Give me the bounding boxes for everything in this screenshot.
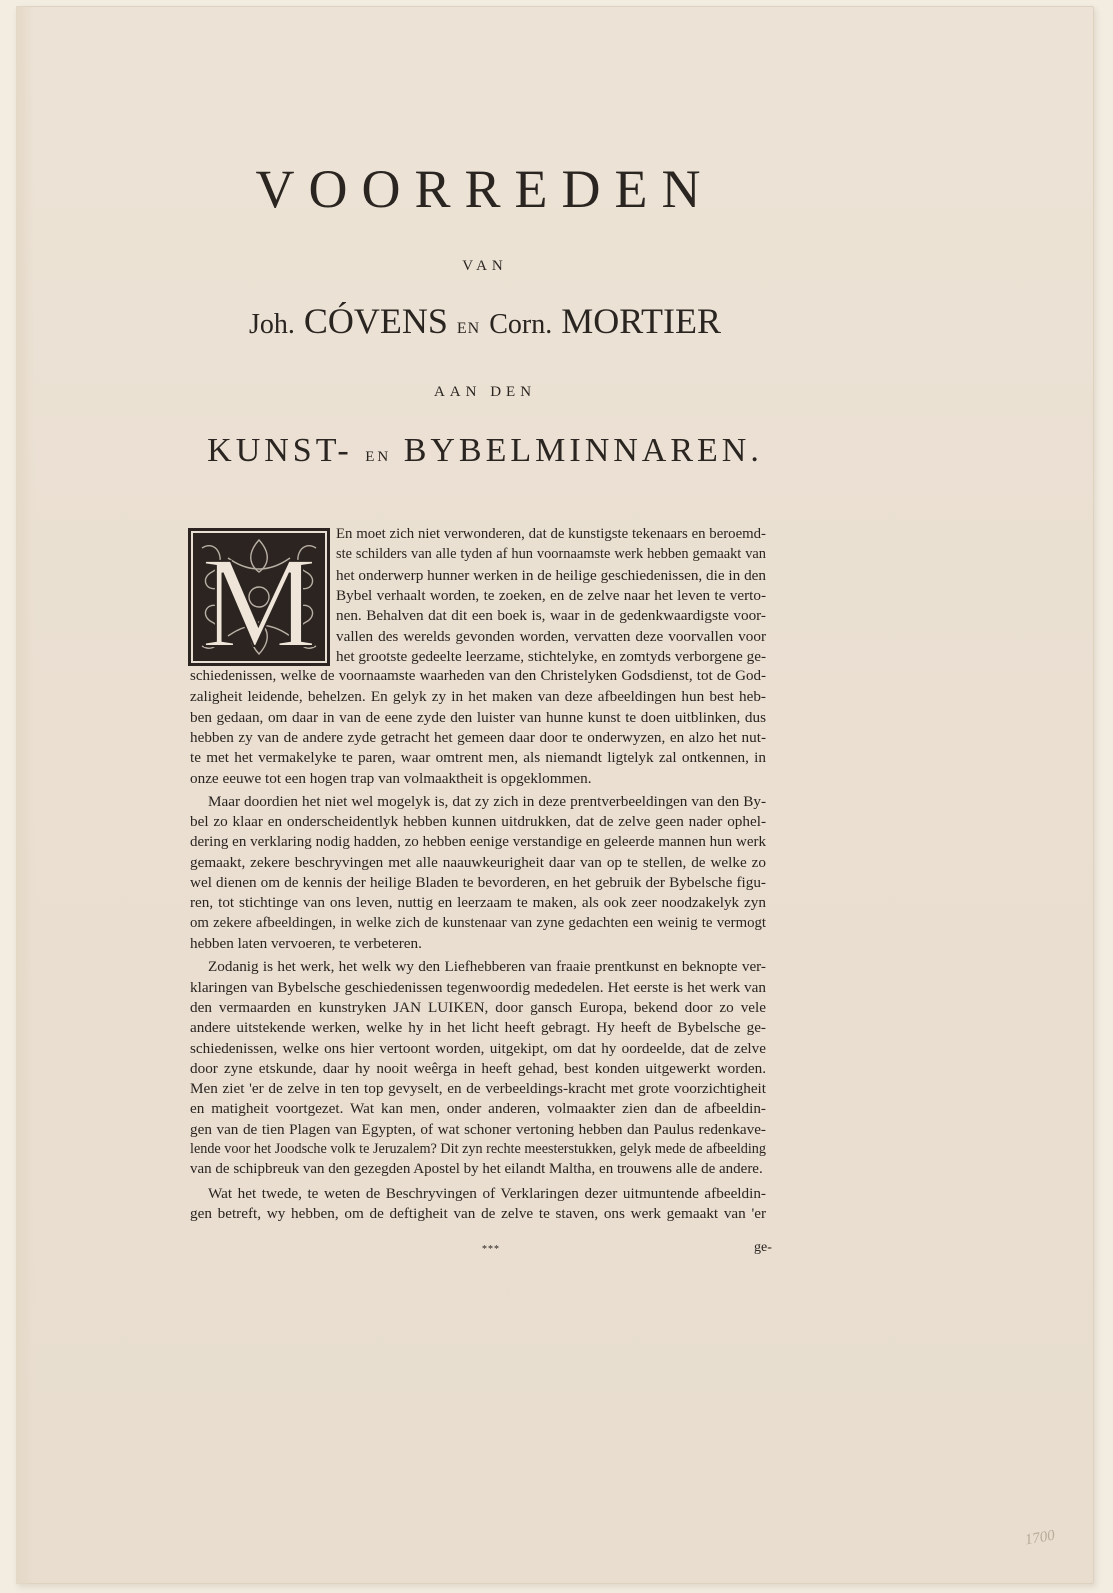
catchword: ge- <box>754 1240 772 1255</box>
name-en: EN <box>456 320 481 337</box>
text-line: te met het vermakelyke te paren, waar omtrent men, als niemandt ligtelyk zal ontkennen, in <box>190 749 766 767</box>
text-line: Wat het twede, te weten de Beschryvingen of Verklaringen dezer uitmuntende afbeeldin- <box>208 1184 766 1202</box>
text-line: Bybel verhaalt worden, te zoeken, en de zelve naar het leven te verto- <box>336 586 766 604</box>
text-line: hebben laten vervoeren, te verbeteren. <box>190 935 422 952</box>
signature-mark: *** <box>482 1244 500 1255</box>
text-line: onze eeuwe tot een hogen trap van volmaaktheit is opgeklommen. <box>190 769 592 787</box>
text-line: wel dienen om de kennis der heilige Bladen te bevorderen, en het gebruik der Bybelsche figu- <box>190 874 766 892</box>
text-line: dering en verklaring nodig hadden, zo hebben eenige verstandige en geleerde mannen hun werk <box>190 833 766 850</box>
name-covens: CÓVENS <box>303 301 448 341</box>
audience-bybel: BYBELMINNAREN. <box>403 432 763 469</box>
audience-kunst: KUNST- <box>207 432 353 469</box>
name-corn: Corn. <box>489 309 553 340</box>
text-line: het onderwerp hunner werken in de heilige geschiedenissen, die in den <box>336 566 766 584</box>
text-line: zaligheit leidende, behelzen. En gelyk zy in het maken van deze afbeeldingen hun best heb- <box>190 688 766 706</box>
decorated-initial <box>188 528 330 666</box>
audience-line <box>190 432 780 470</box>
text-line: hebben zy van de andere zyde getracht het gemeen daar door te onderwyzen, en alzo het nut- <box>190 729 766 746</box>
pencil-annotation: 1700 <box>1023 1527 1057 1549</box>
text-line: schiedenissen, welke ons hier vertoont worden, uitgekipt, om dat hy oordeelde, dat de zelve <box>190 1039 766 1057</box>
text-line: Men ziet 'er de zelve in ten top gevyselt, en de verbeeldings-kracht met grote voorzichtigheit <box>190 1080 766 1098</box>
text-line: klaringen van Bybelsche geschiedenissen tegenwoordig mededelen. Het eerste is het werk van <box>190 978 766 996</box>
text-line: en matigheit voortgezet. Wat kan men, onder anderen, volmaakter zien dan de afbeeldin- <box>190 1100 766 1118</box>
text-line: ren, tot stichtinge van ons leven, nuttig en leerzaam te maken, als ook zeer noodzakelyk zyn <box>190 894 766 912</box>
text-line: Maar doordien het niet wel mogelyk is, dat zy zich in deze prentverbeeldingen van den By- <box>208 792 766 810</box>
text-line: andere uitstekende werken, welke hy in het licht heeft gebragt. Hy heeft de Bybelsche ge- <box>190 1019 766 1037</box>
text-line: ben gedaan, om daar in van de eene zyde den luister van hunne kunst te doen uitblinken, dus <box>190 708 766 726</box>
text-line: vallen des werelds gevonden worden, vervatten deze voorvallen voor <box>336 627 766 645</box>
text-line: gen betreft, wy hebben, om de deftigheit van de zelve te staven, ons werk gemaakt van 'er <box>190 1204 766 1222</box>
text-line: door zyne etskunde, daar hy nooit weêrga in heeft gehad, best konden uitgewerkt worden. <box>190 1059 766 1077</box>
publisher-names <box>190 300 780 342</box>
text-line: gemaakt, zekere beschryvingen met alle naauwkeurigheit daar van op te stellen, de welke zo <box>190 853 766 871</box>
text-line: schiedenissen, welke de voornaamste waarheden van den Christelyken Godsdienst, tot de God- <box>190 668 766 685</box>
text-line: van de schipbreuk van den gezegden Apostel by het eilandt Maltha, en trouwens alle de andere. <box>190 1161 763 1178</box>
deckle-edge <box>16 6 34 1584</box>
subtitle-aan-den: AAN DEN <box>433 384 537 400</box>
svg-text:M: M <box>201 531 317 666</box>
text-line: om zekere afbeeldingen, in welke zich de kunstenaar van zyne gedachten een weinig te vermogt <box>190 914 766 931</box>
text-line: ste schilders van alle tyden af hun voornaamste werk hebben gemaakt van <box>336 546 766 563</box>
text-line: nen. Behalven dat dit een boek is, waar in de gedenkwaardigste voor- <box>336 607 766 625</box>
page-title: VOORREDEN <box>255 159 715 219</box>
name-mortier: MORTIER <box>561 301 722 341</box>
text-line: gen van de tien Plagen van Egypten, of wat schoner vertoning hebben dan Paulus redenkave- <box>190 1120 766 1138</box>
text-line: bel zo klaar en onderscheidentlyk hebben kunnen uitdrukken, dat de zelve geen nader ophel- <box>190 813 766 831</box>
name-joh: Joh. <box>248 309 295 340</box>
audience-en: EN <box>365 449 392 465</box>
text-line: het grootste gedeelte leerzame, stichtelyke, en zomtyds verborgene ge- <box>336 647 766 665</box>
text-line: En moet zich niet verwonderen, dat de kunstigste tekenaars en beroemd- <box>336 526 766 542</box>
text-line: den vermaarden en kunstryken JAN LUIKEN, door gansch Europa, bekend door zo vele <box>190 998 766 1016</box>
text-line: Zodanig is het werk, het welk wy den Liefhebberen van fraaie prentkunst en beknopte ver- <box>208 958 766 976</box>
text-line: lende voor het Joodsche volk te Jeruzalem? Dit zyn rechte meesterstukken, gelyk mede de afbeelding <box>190 1141 766 1157</box>
ornament-icon <box>188 528 330 666</box>
subtitle-van: VAN <box>462 258 508 274</box>
